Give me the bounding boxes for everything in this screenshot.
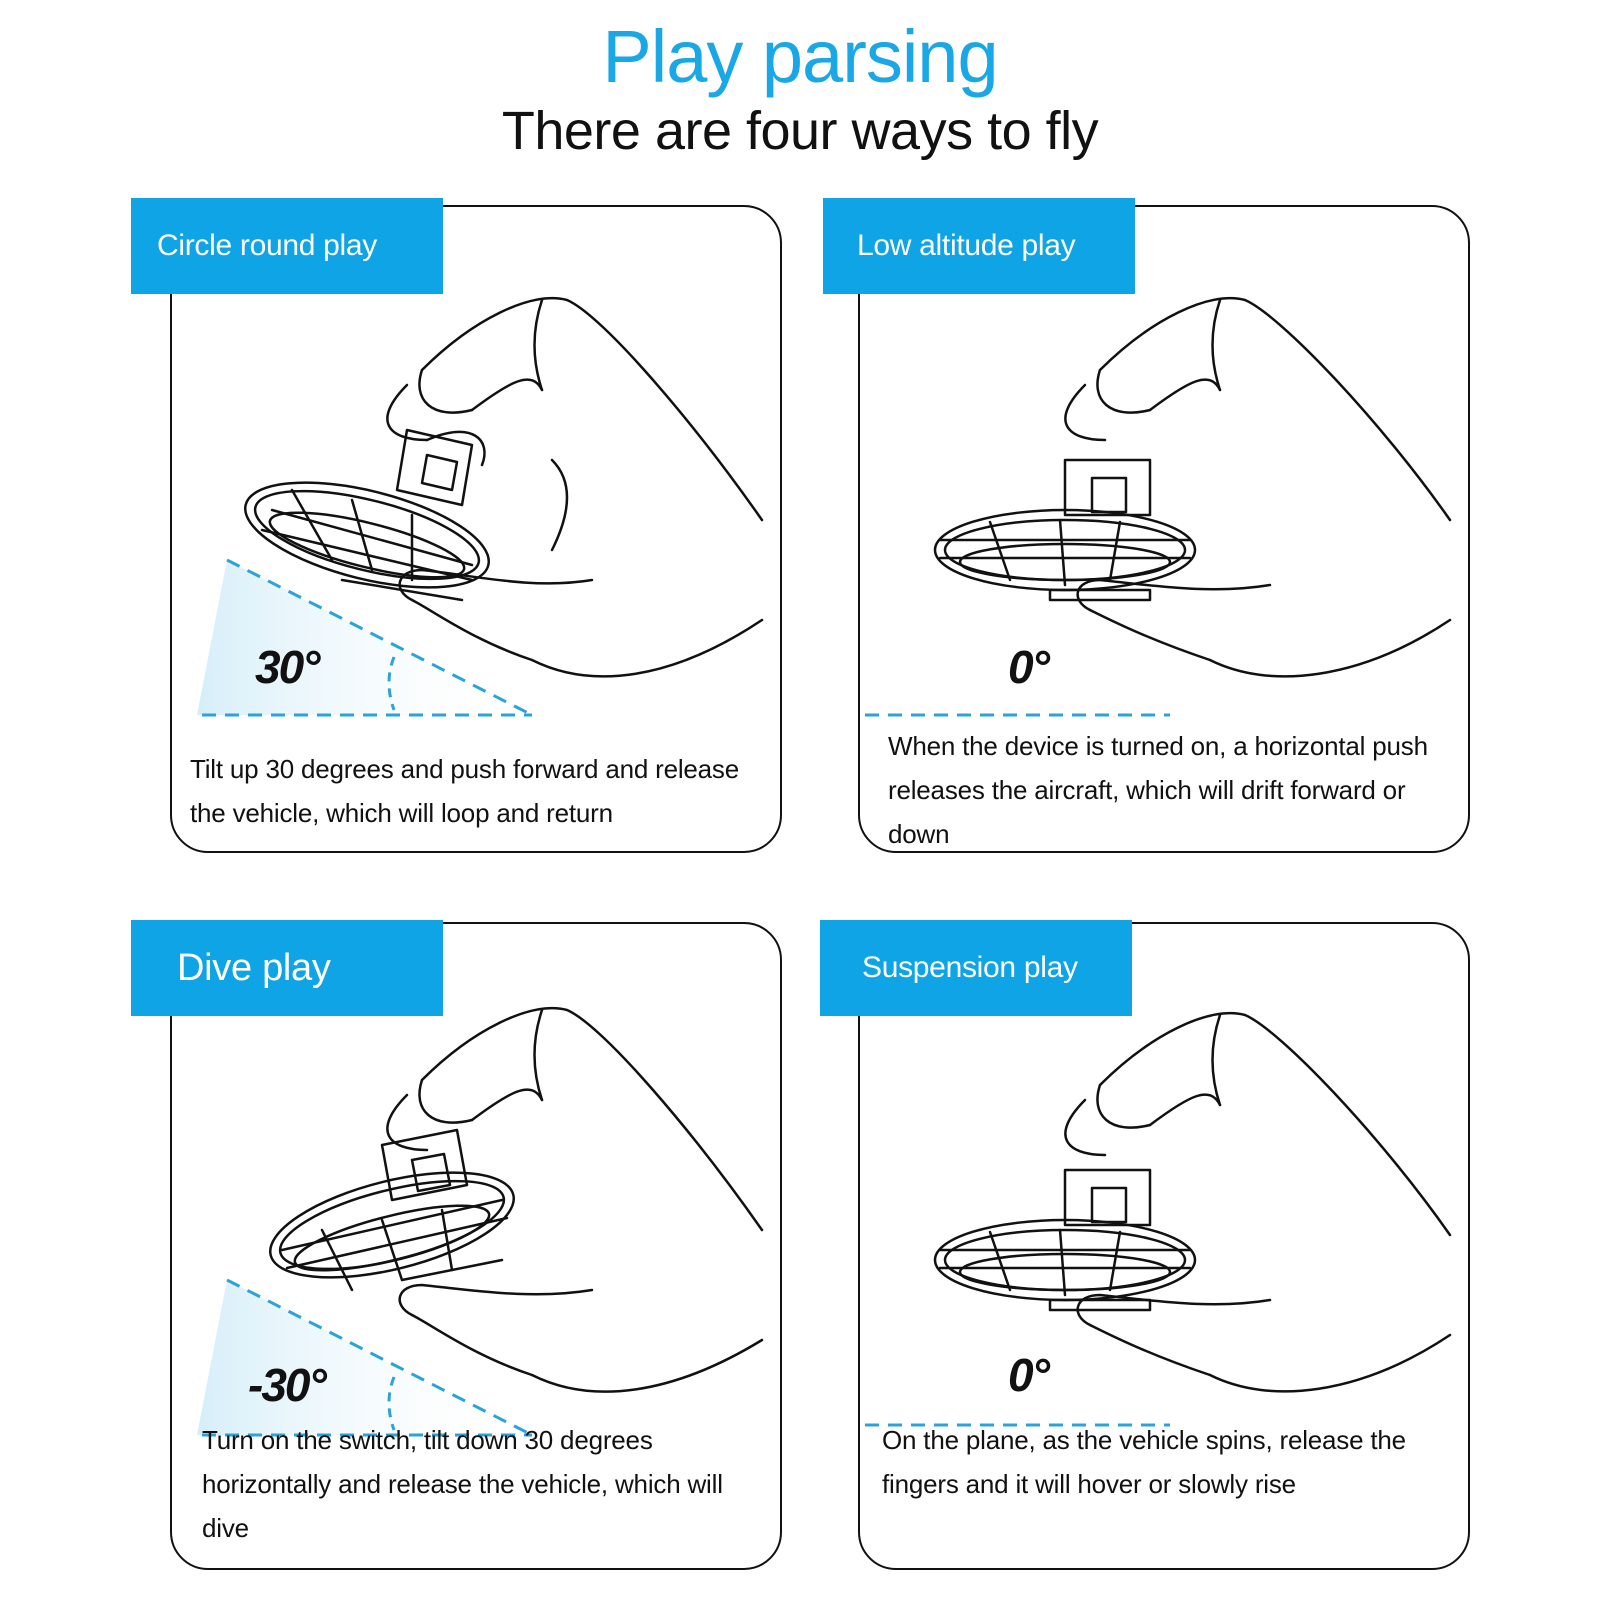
- page-title: Play parsing: [602, 15, 998, 98]
- panel-description-dive: Turn on the switch, tilt down 30 degrees horizontally and release the vehicle, which will dive: [202, 1425, 723, 1543]
- page-subtitle: There are four ways to fly: [501, 101, 1099, 161]
- angle-label-suspension: 0°: [1008, 1349, 1048, 1401]
- angle-label-circle-round: 30°: [255, 641, 319, 693]
- hand-drone-illustration-horizontal: [860, 290, 1468, 730]
- angle-label-dive: -30°: [248, 1359, 325, 1411]
- panel-tag-circle-round: Circle round play: [131, 198, 443, 294]
- panel-description-circle-round: Tilt up 30 degrees and push forward and release the vehicle, which will loop and return: [190, 754, 739, 828]
- panel-tag-suspension: Suspension play: [820, 920, 1132, 1016]
- panel-tag-dive: Dive play: [131, 920, 443, 1016]
- panel-tag-low-altitude: Low altitude play: [823, 198, 1135, 294]
- hand-drone-illustration-hover: [860, 1005, 1468, 1445]
- angle-label-low-altitude: 0°: [1008, 641, 1048, 693]
- panel-description-low-altitude: When the device is turned on, a horizontal push releases the aircraft, which will drift forward or down: [888, 731, 1428, 849]
- panel-description-suspension: On the plane, as the vehicle spins, release the fingers and it will hover or slowly rise: [882, 1425, 1406, 1499]
